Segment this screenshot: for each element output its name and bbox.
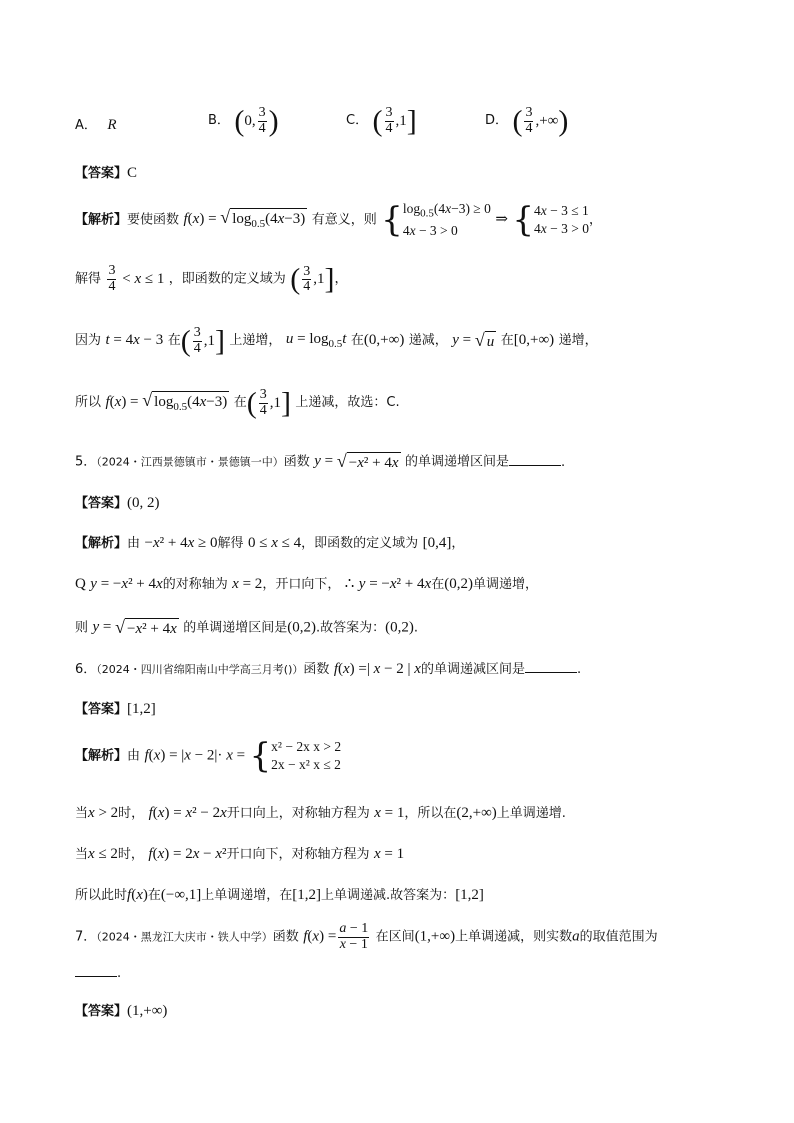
choice-b-value: (0, $\frac{3}{4}$ ) <box>234 104 279 138</box>
choice-c <box>346 106 417 136</box>
text: . <box>576 662 582 677</box>
choice-b-label: B． <box>208 113 230 129</box>
choice-c-label: C． <box>346 113 369 129</box>
text: 函数 <box>283 454 310 470</box>
choice-a-label: A． <box>75 118 97 133</box>
choice-d-value: ( $\frac{3}{4}$ ,+∞) <box>512 104 569 138</box>
text: 上递增， <box>229 333 282 349</box>
q5-analysis-line1: 【解析】由 −x² + 4x ≥ 0解得 0 ≤ x ≤ 4，即函数的定义域为 [0,4]， <box>75 535 465 551</box>
text: .故答案为： <box>316 620 386 636</box>
q7-blank-line <box>75 966 121 980</box>
text: 解得 <box>75 271 102 287</box>
case-2: 2x − x² x ≤ 2 <box>271 757 341 773</box>
text: 的取值范围为 <box>579 929 658 945</box>
question-number: 7． <box>75 929 97 945</box>
text: 要使函数 <box>127 212 180 228</box>
q4-analysis-line2: 解得 $\frac{3}{4}$ < x ≤ 1 ，即函数的定义域为 ( $\frac{3}{4}$ ,1]， <box>75 262 348 296</box>
question-source: （2024・江西景德镇市・景德镇一中） <box>96 455 284 469</box>
text: 所以此时 <box>75 888 128 903</box>
formula-fx: f(x) = √ $\log_{0.5}(4x-3)$ <box>183 207 306 231</box>
text: ∴ <box>344 576 355 592</box>
text: ，所以在 <box>404 806 457 821</box>
text: 由 <box>127 748 141 764</box>
text: 函数 <box>303 662 330 677</box>
answer-value: (1,+∞) <box>127 1003 168 1019</box>
text: 当 <box>75 806 89 821</box>
text: 递增， <box>558 333 598 349</box>
question-number: 5． <box>75 454 97 470</box>
text: Q <box>75 576 86 592</box>
q4-analysis-line1: 【解析】要使函数 f(x) = √ $\log_{0.5}(4x-3)$ 有意义，则 { $\log_{0.5}(4x-3) \ge 0$ 4x − 3 > 0 ⇒ { 4x − 3 ≤ 1 4x − 3 > 0 ， <box>75 199 602 240</box>
text: 的单调递增区间是 <box>405 454 510 470</box>
text: 上递减，故选：C. <box>295 395 400 411</box>
question-number: 6． <box>75 662 97 677</box>
q4-analysis-line3: 因为 t = 4x − 3 在( $\frac{3}{4}$ ,1] 上递增， $u = \log_{0.5}t$ 在(0,+∞) 递减， y = √ u 在[0,+∞) 递增， <box>75 324 598 358</box>
text: 的单调递增区间是 <box>183 620 288 636</box>
text: 由 <box>127 536 141 551</box>
answer-tag: 【答案】 <box>75 166 128 181</box>
text: 的单调递减区间是 <box>420 662 525 677</box>
text: 的对称轴为 <box>162 577 228 592</box>
answer-value: C <box>127 165 138 181</box>
system-2: 4x − 3 ≤ 1 4x − 3 > 0 <box>533 202 589 236</box>
q7-stem: 7．（2024・黑龙江大庆市・铁人中学）函数 f(x) = $\frac{a - 1}{x - 1}$ 在区间(1,+∞)上单调递减，则实数a的取值范围为 <box>75 921 658 952</box>
text: 开口向下，对称轴方程为 <box>226 847 370 862</box>
q6-answer <box>75 702 156 717</box>
choice-c-value: ( $\frac{3}{4}$ ,1] <box>372 104 417 138</box>
q4-answer <box>75 166 137 181</box>
text: ，即函数的定义域为 <box>168 271 286 287</box>
text: 上单调递增. <box>496 806 566 821</box>
answer-tag: 【答案】 <box>75 702 128 717</box>
text: [1,2] <box>455 887 484 903</box>
text: 当 <box>75 847 89 862</box>
q5-answer <box>75 496 160 511</box>
text: 时， <box>117 847 144 862</box>
choice-d <box>485 106 568 136</box>
text: 上单调递减.故答案为： <box>321 888 456 903</box>
analysis-tag: 【解析】 <box>75 748 128 764</box>
text: 上单调递增，在 <box>201 888 293 903</box>
answer-tag: 【答案】 <box>75 1004 128 1019</box>
text: 开口向上，对称轴方程为 <box>226 806 370 821</box>
question-source: （2024・四川省绵阳南山中学高三月考()） <box>96 663 304 676</box>
text: 所以 <box>75 395 102 411</box>
q6-analysis-line3: 当x ≤ 2时， f(x) = 2x − x²开口向下，对称轴方程为 x = 1 <box>75 846 405 862</box>
piecewise <box>271 738 341 774</box>
case-1: x² − 2x x > 2 <box>271 739 342 754</box>
answer-blank <box>525 662 577 673</box>
text: 在 <box>147 888 161 903</box>
choice-a-value: R <box>107 117 117 133</box>
q6-analysis-line1: 【解析】由 f(x) = |x − 2|· x = { x² − 2x x > 2 2x − x² x ≤ 2 <box>75 736 342 777</box>
question-source: （2024・黑龙江大庆市・铁人中学） <box>96 930 273 944</box>
q4-analysis-line4: 所以 f(x) = √ $\log_{0.5}(4x-3)$ 在( $\frac{3}{4}$ ,1] 上递减，故选：C. <box>75 386 400 420</box>
text: 则 <box>75 620 89 636</box>
text: 时， <box>118 806 145 821</box>
text: 有意义，则 <box>311 212 377 228</box>
q5-analysis-line3: 则 y = √ −x² + 4x 的单调递增区间是(0,2).故答案为：(0,2). <box>75 617 419 637</box>
answer-tag: 【答案】 <box>75 496 128 511</box>
choice-b <box>208 106 279 136</box>
q5-analysis-line2: Q y = −x² + 4x的对称轴为 x = 2，开口向下， ∴ y = −x² + 4x在(0,2)单调递增， <box>75 576 538 592</box>
text: 函数 <box>272 929 299 945</box>
answer-blank <box>75 966 117 977</box>
text: 递减， <box>408 333 448 349</box>
answer-value: (0, 2) <box>127 495 160 511</box>
system-1: $\log_{0.5}(4x-3) \ge 0$ 4x − 3 > 0 <box>402 201 491 238</box>
text: 在区间 <box>375 929 415 945</box>
choice-d-label: D． <box>485 113 509 129</box>
text: . <box>561 455 566 470</box>
answer-value: [1,2] <box>127 701 156 717</box>
analysis-tag: 【解析】 <box>75 536 128 551</box>
text: 上单调递减，则实数 <box>455 929 573 945</box>
text: ，开口向下， <box>262 577 341 592</box>
q7-answer <box>75 1004 167 1019</box>
q5-stem: 5．（2024・江西景德镇市・景德镇一中）函数 y = √ −x² + 4x 的单调递增区间是 . <box>75 451 566 471</box>
analysis-tag: 【解析】 <box>75 212 128 228</box>
text: . <box>413 620 419 636</box>
q6-analysis-line4: 所以此时f(x)在(−∞,1]上单调递增，在[1,2]上单调递减.故答案为：[1,2] <box>75 887 484 903</box>
answer-blank <box>509 455 561 466</box>
text: 解得 <box>217 536 244 551</box>
q6-analysis-line2: 当x > 2时， f(x) = x² − 2x开口向上，对称轴方程为 x = 1，所以在(2,+∞)上单调递增. <box>75 805 566 821</box>
text: . <box>117 966 122 981</box>
text: ，即函数的定义域为 <box>301 536 419 551</box>
text: 单调递增， <box>472 577 538 592</box>
q6-stem: 6．（2024・四川省绵阳南山中学高三月考()）函数 f(x) =| x − 2 | x的单调递减区间是 . <box>75 661 582 677</box>
choice-a <box>75 118 117 133</box>
text: 因为 <box>75 333 102 349</box>
